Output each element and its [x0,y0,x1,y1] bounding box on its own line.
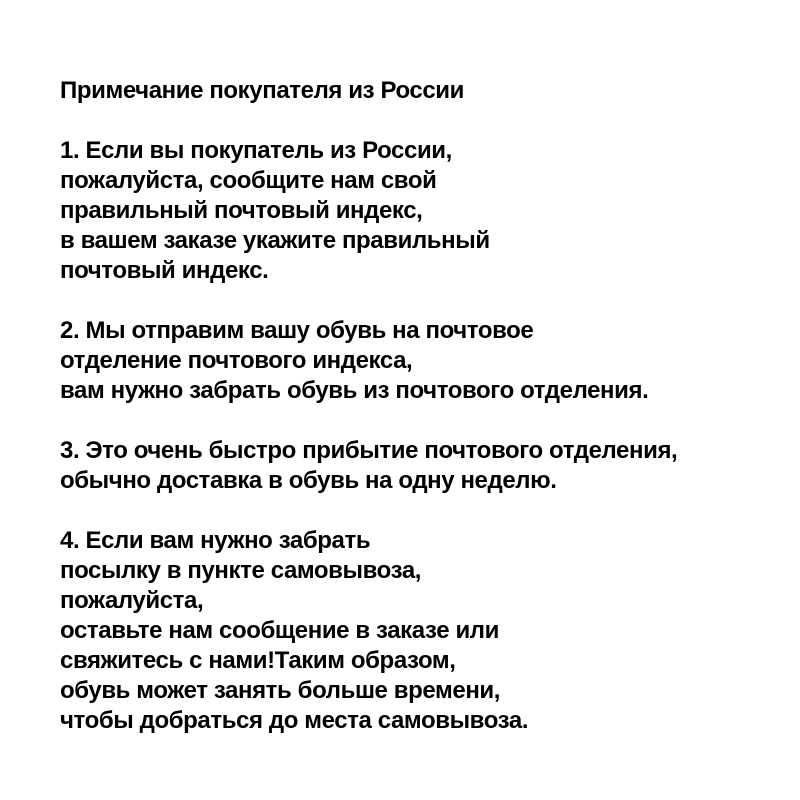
text-line: обувь может занять больше времени, [60,677,501,704]
text-line: вам нужно забрать обувь из почтового отделения. [60,377,649,404]
text-line: посылку в пункте самовывоза, [60,557,422,584]
text-line: 1. Если вы покупатель из России, [60,137,452,164]
page-title: Примечание покупателя из России [60,77,465,104]
text-line: пожалуйста, сообщите нам свой [60,167,437,194]
paragraph-3 [60,436,770,496]
text-line: почтовый индекс. [60,257,269,284]
text-line: пожалуйста, [60,587,204,614]
text-line: 4. Если вам нужно забрать [60,527,371,554]
text-line: свяжитесь с нами!Таким образом, [60,647,456,674]
paragraph-4 [60,526,770,736]
text-line: 2. Мы отправим вашу обувь на почтовое [60,317,534,344]
text-line: отделение почтового индекса, [60,347,413,374]
text-line: оставьте нам сообщение в заказе или [60,617,500,644]
text-line: 3. Это очень быстро прибытие почтового отделения, [60,437,678,464]
paragraph-2 [60,316,770,406]
text-line: обычно доставка в обувь на одну неделю. [60,467,557,494]
paragraph-1 [60,136,770,286]
text-line: в вашем заказе укажите правильный [60,227,490,254]
text-line: правильный почтовый индекс, [60,197,423,224]
text-line: чтобы добраться до места самовывоза. [60,707,529,734]
